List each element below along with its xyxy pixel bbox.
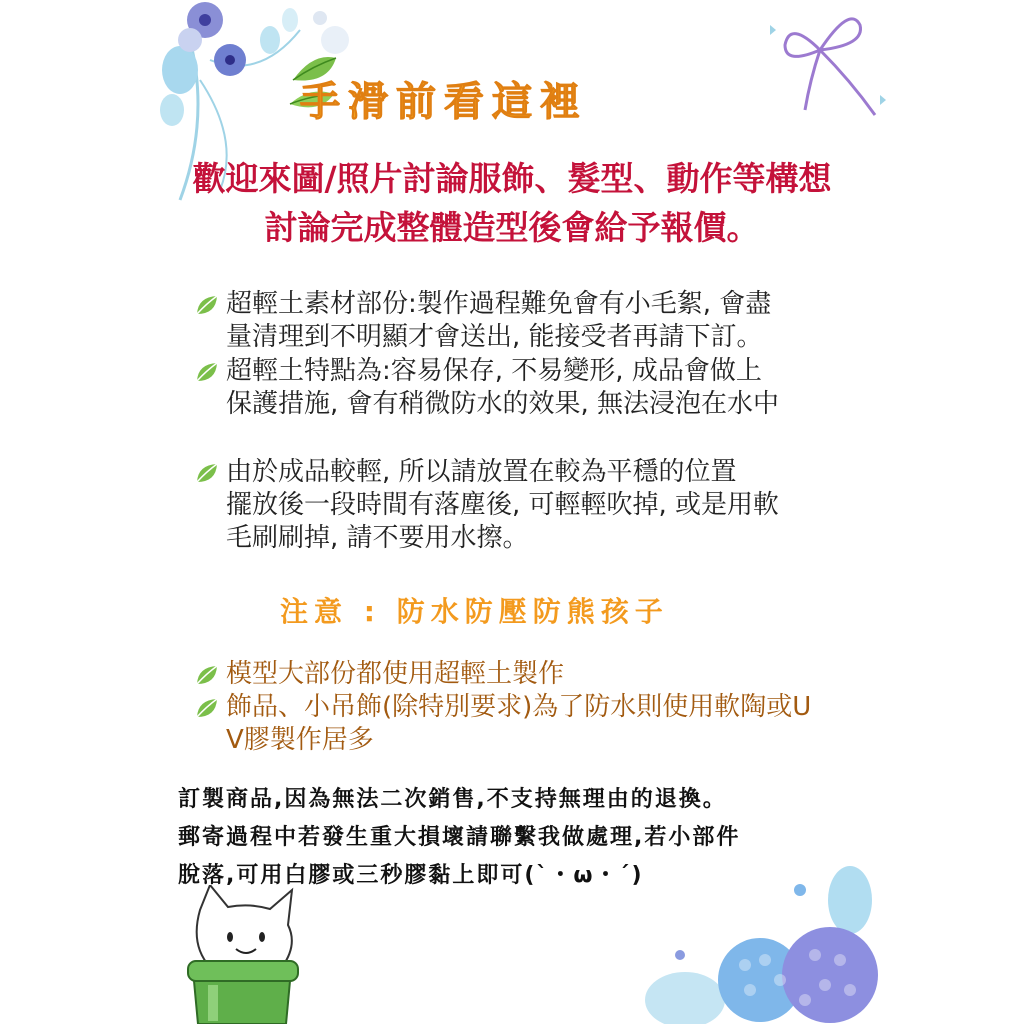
leaf-bullet-icon <box>196 361 218 383</box>
note-line-3: 脫落,可用白膠或三秒膠黏上即可(`・ω・´) <box>178 863 644 888</box>
bullet-line: 模型大部份都使用超輕土製作 <box>226 659 565 689</box>
note-line-2: 郵寄過程中若發生重大損壞請聯繫我做處理,若小部件 <box>178 825 741 850</box>
bullet-item <box>196 658 836 691</box>
ribbon-bow-top-right <box>770 0 890 130</box>
note-line-1: 訂製商品,因為無法二次銷售,不支持無理由的退換。 <box>178 787 727 812</box>
bullet-line: 毛刷刷掉, 請不要用水擦。 <box>226 523 529 553</box>
bullet-line: 超輕土特點為:容易保存, 不易變形, 成品會做上 <box>226 356 762 386</box>
caution-heading: 注意 : 防水防壓防熊孩子 <box>280 595 669 628</box>
bullet-line: 超輕土素材部份:製作過程難免會有小毛絮, 會盡 <box>226 289 772 319</box>
leaf-bullet-icon <box>196 697 218 719</box>
leaf-bullet-icon <box>196 664 218 686</box>
bullet-line: V膠製作居多 <box>226 725 374 755</box>
bullet-line: 量清理到不明顯才會送出, 能接受者再請下訂。 <box>226 322 763 352</box>
bullet-item <box>196 691 836 757</box>
hydrangea-flowers-bottom-right <box>640 860 880 1024</box>
bullet-item <box>196 355 836 421</box>
bullet-line: 飾品、小吊飾(除特別要求)為了防水則使用軟陶或U <box>226 692 812 722</box>
white-cat-in-green-tube <box>170 885 310 1024</box>
headline-line-2: 討論完成整體造型後會給予報價。 <box>264 208 760 247</box>
leaf-bullet-icon <box>196 294 218 316</box>
leaf-bullet-icon <box>196 462 218 484</box>
bullet-line: 保護措施, 會有稍微防水的效果, 無法浸泡在水中 <box>226 389 780 419</box>
page-title: 手滑前看這裡 <box>300 79 588 125</box>
bullet-line: 擺放後一段時間有落塵後, 可輕輕吹掉, 或是用軟 <box>226 490 780 520</box>
bullet-item <box>196 456 836 555</box>
bullet-item <box>196 288 836 354</box>
bullet-line: 由於成品較輕, 所以請放置在較為平穩的位置 <box>226 457 737 487</box>
headline-line-1: 歡迎來圖/照片討論服飾、髮型、動作等構想 <box>192 159 832 198</box>
